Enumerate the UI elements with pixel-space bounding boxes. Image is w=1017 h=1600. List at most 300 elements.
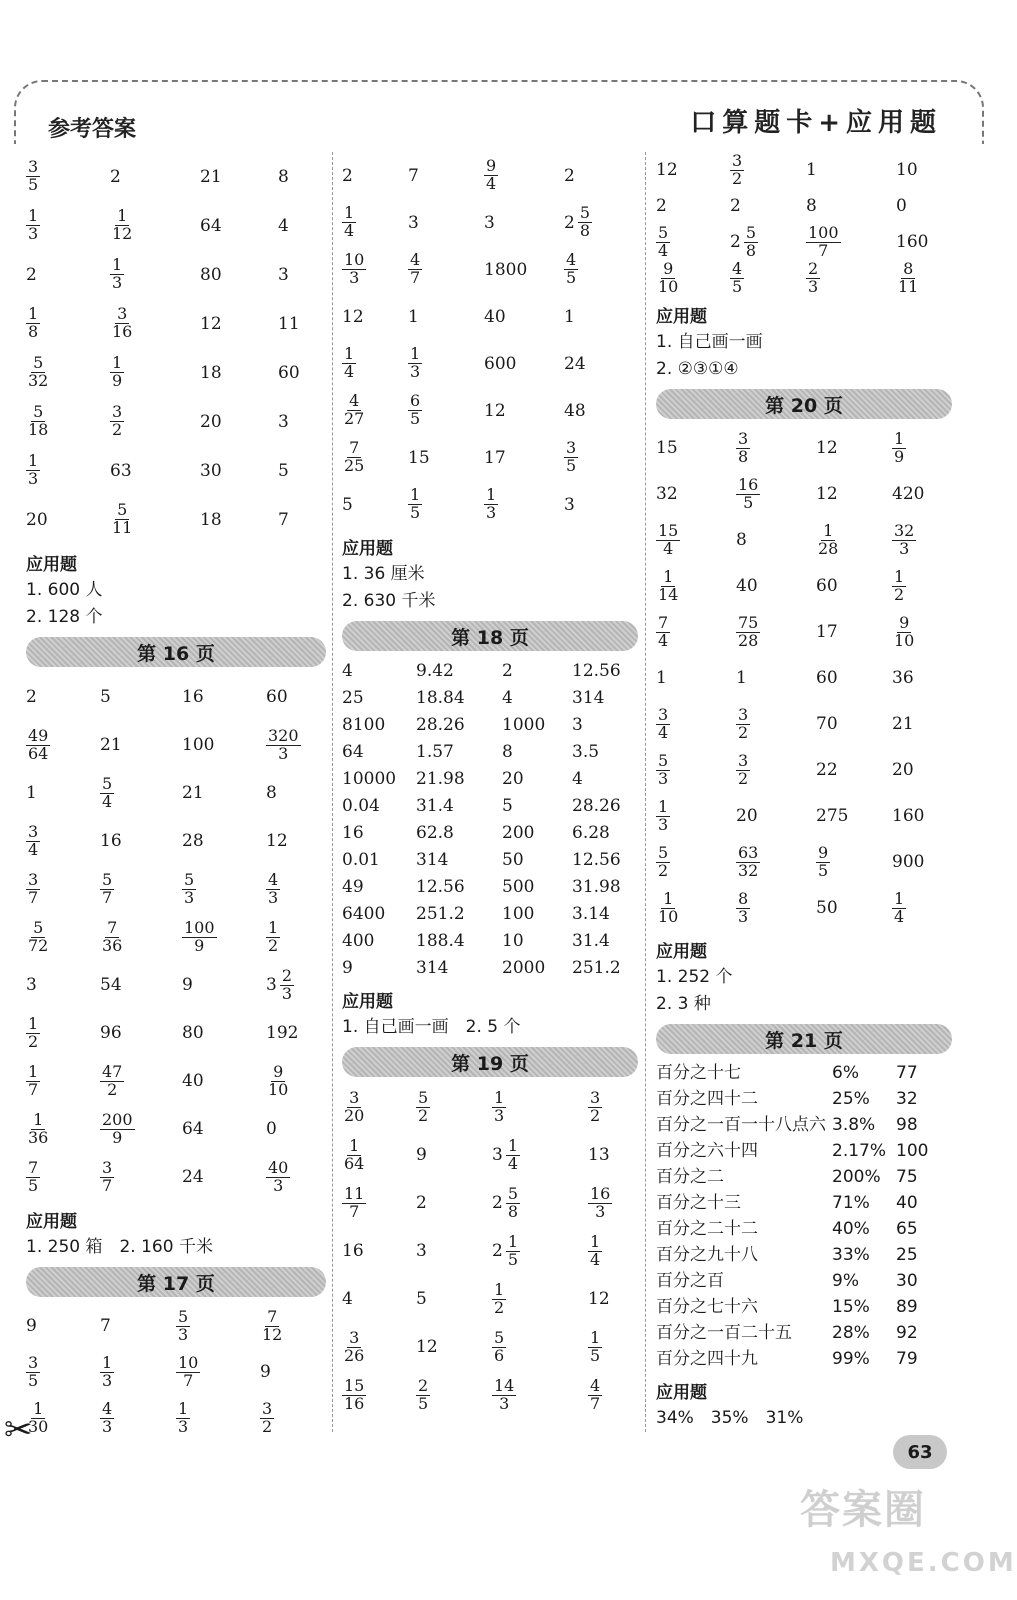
answer-cell: 160 — [892, 806, 925, 826]
answer-cell — [896, 260, 952, 296]
fraction: $\frac{1}{4}$ — [344, 203, 355, 240]
answer-cell: 50 — [816, 898, 838, 918]
fraction: $\frac{1}{4}$ — [344, 344, 355, 381]
answer-cell — [892, 885, 952, 931]
answer-cell: 10 — [896, 160, 918, 180]
percent-cell: 71% — [832, 1193, 870, 1213]
answer-cell — [260, 1303, 326, 1349]
answer-cell: 9 — [416, 1145, 427, 1165]
fraction: $\frac{100}{7}$ — [808, 222, 839, 260]
answer-cell: 13 — [588, 1145, 610, 1165]
answer-cell: 12 — [816, 484, 838, 504]
answer-cell: 2 — [502, 660, 513, 681]
answer-cell: 2 — [342, 165, 353, 186]
answer-cell: 32 — [656, 484, 678, 504]
answer-cell — [408, 387, 484, 434]
answer-cell: 31.98 — [572, 876, 621, 897]
answer-cell — [100, 1153, 182, 1201]
fraction: $\frac{1}{2}$ — [494, 1279, 505, 1317]
answer-cell: 3.14 — [572, 903, 610, 924]
fraction: $\frac{3}{2}$ — [738, 704, 749, 742]
page-banner-17: 第 17 页 — [26, 1267, 326, 1297]
answer-grid — [26, 1303, 326, 1441]
fraction: $\frac{4}{7}$ — [410, 250, 421, 287]
answer-cell: 7 — [408, 165, 419, 186]
answer-cell — [656, 609, 736, 655]
fraction: $\frac{2}{3}$ — [808, 258, 819, 296]
fraction: $\frac{1}{7}$ — [28, 1061, 39, 1099]
header-title-book: 口算题卡+应用题 — [690, 108, 942, 138]
fraction: $\frac{1}{3}$ — [494, 1087, 505, 1125]
answer-cell: 8 — [278, 166, 289, 187]
answer-grid — [656, 152, 952, 296]
answer-cell — [656, 839, 736, 885]
answer-cell — [26, 201, 110, 250]
answer-cell — [26, 1395, 100, 1441]
percent-cell: 65 — [896, 1219, 918, 1239]
answer-item: 2. 630 千米 — [342, 591, 436, 611]
fraction: $\frac{14}{3}$ — [494, 1375, 515, 1413]
fraction: $\frac{3}{5}$ — [28, 1352, 39, 1390]
answer-cell: 12 — [342, 306, 364, 327]
answer-cell — [736, 609, 816, 655]
fraction: $\frac{1}{28}$ — [818, 520, 839, 558]
answer-cell — [26, 865, 100, 913]
answer-cell — [892, 609, 952, 655]
fraction: $\frac{5}{32}$ — [28, 353, 49, 390]
watermark-url: MXQE.COM — [830, 1548, 1017, 1578]
answer-cell: 3 — [416, 1241, 427, 1261]
fraction: $\frac{1}{14}$ — [658, 566, 679, 604]
answer-cell: 314 — [416, 849, 449, 870]
answer-cell: 9.42 — [416, 660, 454, 681]
answer-cell: 2 — [26, 264, 37, 285]
answer-cell — [26, 913, 100, 961]
answer-cell: 1 — [26, 783, 37, 803]
answer-cell: 3 — [278, 264, 289, 285]
answer-cell: 21 — [200, 166, 222, 187]
percent-cell: 40 — [896, 1193, 918, 1213]
percent-cell: 3.8% — [832, 1115, 876, 1135]
answer-cell — [656, 747, 736, 793]
percent-cell: 百分之十三 — [656, 1193, 741, 1213]
answer-cell: 24 — [564, 353, 586, 374]
fraction: $\frac{3}{26}$ — [344, 1327, 365, 1365]
answer-cell — [176, 1349, 260, 1395]
answer-cell — [588, 1323, 638, 1371]
answer-cell — [182, 913, 266, 961]
answer-cell — [100, 1349, 176, 1395]
answer-cell — [342, 246, 408, 293]
fraction: $\frac{32}{3}$ — [894, 520, 915, 558]
answer-cell — [408, 246, 484, 293]
answer-item: 1. 自己画一画 — [656, 332, 763, 352]
fraction: $\frac{3}{2}$ — [262, 1398, 273, 1436]
answer-cell: 7 — [100, 1316, 111, 1336]
answer-cell — [100, 865, 182, 913]
answer-cell: 2 $\frac{5}{8}$ — [492, 1183, 519, 1221]
answer-cell: 5 — [342, 494, 353, 515]
answer-cell — [100, 913, 182, 961]
answer-cell — [736, 701, 816, 747]
percent-cell: 百分之一百二十五 — [656, 1323, 792, 1343]
answer-cell: 2 — [110, 166, 121, 187]
answer-cell: 1 — [408, 306, 419, 327]
answer-cell — [892, 563, 952, 609]
fraction: $\frac{200}{9}$ — [102, 1109, 133, 1147]
answer-cell — [266, 865, 326, 913]
answer-cell: 31.4 — [416, 795, 454, 816]
answer-cell: 0 — [266, 1119, 277, 1139]
answer-cell — [26, 817, 100, 865]
answer-cell: 70 — [816, 714, 838, 734]
answer-cell: 80 — [182, 1023, 204, 1043]
fraction: $\frac{1}{3}$ — [486, 485, 497, 522]
answer-cell: 60 — [816, 668, 838, 688]
fraction: $\frac{5}{3}$ — [658, 750, 669, 788]
answer-cell — [736, 425, 816, 471]
answer-cell: 5 — [416, 1289, 427, 1309]
percent-cell: 25% — [832, 1089, 870, 1109]
percent-cell: 98 — [896, 1115, 918, 1135]
answer-cell: 100 — [182, 735, 215, 755]
answer-cell: 54 — [100, 975, 122, 995]
section-title: 应用题 — [342, 992, 393, 1012]
answer-cell: 200 — [502, 822, 535, 843]
fraction: $\frac{5}{3}$ — [184, 869, 195, 907]
watermark-logo: 答案圈 — [800, 1487, 926, 1533]
fraction: $\frac{3}{2}$ — [590, 1087, 601, 1125]
percent-cell: 40% — [832, 1219, 870, 1239]
fraction: $\frac{7}{5}$ — [28, 1157, 39, 1195]
answer-item: 1. 自己画一画 2. 5 个 — [342, 1017, 521, 1037]
answer-cell — [484, 481, 564, 528]
answer-cell — [26, 721, 100, 769]
answer-cell — [342, 1131, 416, 1179]
answer-cell — [408, 340, 484, 387]
answer-cell — [260, 1395, 326, 1441]
percent-cell: 77 — [896, 1063, 918, 1083]
answer-item: 1. 252 个 — [656, 967, 733, 987]
percent-cell: 15% — [832, 1297, 870, 1317]
answer-cell: 0 — [896, 196, 907, 216]
answer-cell — [26, 348, 110, 397]
percent-cell: 百分之九十八 — [656, 1245, 758, 1265]
answer-cell — [416, 1083, 492, 1131]
fraction: $\frac{5}{8}$ — [507, 1183, 519, 1221]
fraction: $\frac{5}{8}$ — [579, 203, 591, 240]
answer-cell — [736, 839, 816, 885]
answer-cell: 12.56 — [416, 876, 465, 897]
section-title: 应用题 — [342, 539, 393, 559]
answer-cell — [26, 1349, 100, 1395]
percent-cell: 百分之百 — [656, 1271, 724, 1291]
answer-grid — [26, 152, 326, 544]
fraction: $\frac{5}{8}$ — [745, 222, 757, 260]
answer-item: 1. 36 厘米 — [342, 564, 425, 584]
answer-cell: 0.04 — [342, 795, 380, 816]
answer-cell: 400 — [342, 930, 375, 951]
fraction: $\frac{1}{12}$ — [112, 206, 133, 243]
answer-cell: 20 — [736, 806, 758, 826]
fraction: $\frac{1}{2}$ — [894, 566, 905, 604]
answer-cell: 12.56 — [572, 849, 621, 870]
answer-cell — [492, 1323, 588, 1371]
fraction: $\frac{9}{4}$ — [486, 156, 497, 193]
answer-cell: 2 — [416, 1193, 427, 1213]
answer-cell: 8 — [502, 741, 513, 762]
answer-cell: 30 — [200, 460, 222, 481]
answer-cell — [182, 865, 266, 913]
fraction: $\frac{75}{28}$ — [738, 612, 759, 650]
header-title-answers: 参考答案 — [48, 117, 137, 142]
percent-cell: 百分之二十二 — [656, 1219, 758, 1239]
page-banner-16: 第 16 页 — [26, 637, 326, 667]
percent-cell: 2.17% — [832, 1141, 887, 1161]
percent-cell: 百分之十七 — [656, 1063, 741, 1083]
answer-cell: 2000 — [502, 957, 546, 978]
fraction: $\frac{4}{3}$ — [268, 869, 279, 907]
fraction: $\frac{1}{4}$ — [894, 888, 905, 926]
section-title: 应用题 — [26, 555, 77, 575]
answer-cell: 5 — [100, 687, 111, 707]
answer-cell — [656, 793, 736, 839]
answer-cell: 20 — [26, 509, 48, 530]
fraction: $\frac{1}{5}$ — [410, 485, 421, 522]
answer-cell: 314 — [416, 957, 449, 978]
fraction: $\frac{1}{2}$ — [28, 1013, 39, 1051]
fraction: $\frac{5}{4}$ — [658, 222, 669, 260]
percent-cell: 百分之四十九 — [656, 1349, 758, 1369]
answer-cell — [736, 747, 816, 793]
answer-cell: 12 — [588, 1289, 610, 1309]
fraction: $\frac{9}{10}$ — [268, 1061, 289, 1099]
answer-cell: 63 — [110, 460, 132, 481]
answer-cell: 3 — [572, 714, 583, 735]
fraction: $\frac{1}{3}$ — [410, 344, 421, 381]
answer-cell: 80 — [200, 264, 222, 285]
answer-cell — [110, 299, 200, 348]
answer-cell — [110, 348, 200, 397]
percent-cell: 6% — [832, 1063, 859, 1083]
answer-cell — [266, 1153, 326, 1201]
answer-cell: 9 — [342, 957, 353, 978]
fraction: $\frac{1}{8}$ — [28, 304, 39, 341]
fraction: $\frac{1}{4}$ — [590, 1231, 601, 1269]
answer-cell: 31.4 — [572, 930, 610, 951]
column-1 — [26, 152, 326, 1441]
fraction: $\frac{9}{5}$ — [818, 842, 829, 880]
answer-cell — [806, 260, 896, 296]
answer-cell: 17 — [484, 447, 506, 468]
answer-cell — [100, 1057, 182, 1105]
answer-cell: 2 $\frac{5}{8}$ — [730, 222, 757, 260]
answer-cell — [342, 1083, 416, 1131]
answer-cell — [408, 481, 484, 528]
answer-grid — [342, 152, 638, 528]
answer-cell — [110, 201, 200, 250]
fraction: $\frac{320}{3}$ — [268, 725, 299, 763]
answer-cell: 10 — [502, 930, 524, 951]
answer-cell: 12 — [484, 400, 506, 421]
answer-cell — [892, 517, 952, 563]
fraction: $\frac{63}{32}$ — [738, 842, 759, 880]
answer-cell: 18 — [200, 509, 222, 530]
answer-cell: 1 — [564, 306, 575, 327]
answer-cell: 1000 — [502, 714, 546, 735]
answer-cell: 48 — [564, 400, 586, 421]
answer-cell: 22 — [816, 760, 838, 780]
fraction: $\frac{1}{10}$ — [658, 888, 679, 926]
answer-cell: 160 — [896, 232, 929, 252]
answer-cell — [26, 1153, 100, 1201]
answer-cell: 3 $\frac{2}{3}$ — [266, 965, 293, 1003]
answer-cell — [656, 517, 736, 563]
answer-cell — [588, 1371, 638, 1419]
percent-cell: 百分之六十四 — [656, 1141, 758, 1161]
answer-cell: 12.56 — [572, 660, 621, 681]
fraction: $\frac{4}{7}$ — [590, 1375, 601, 1413]
percent-cell: 9% — [832, 1271, 859, 1291]
answer-cell — [176, 1395, 260, 1441]
scissors-icon: ✂ — [4, 1410, 33, 1450]
answer-cell — [26, 446, 110, 495]
answer-cell: 2 — [26, 687, 37, 707]
answer-cell: 28 — [182, 831, 204, 851]
fraction: $\frac{3}{7}$ — [102, 1157, 113, 1195]
percent-cell: 99% — [832, 1349, 870, 1369]
answer-cell: 25 — [342, 687, 364, 708]
column-divider — [645, 152, 646, 1432]
answer-cell: 3 — [26, 975, 37, 995]
answer-cell — [564, 246, 638, 293]
answer-cell — [342, 1323, 416, 1371]
answer-cell: 12 — [266, 831, 288, 851]
answer-cell: 1.57 — [416, 741, 454, 762]
fraction: $\frac{3}{16}$ — [112, 304, 133, 341]
answer-cell: 12 — [816, 438, 838, 458]
answer-cell: 7 — [278, 509, 289, 530]
answer-cell: 0.01 — [342, 849, 380, 870]
answer-cell: 17 — [816, 622, 838, 642]
percent-cell: 百分之二 — [656, 1167, 724, 1187]
answer-cell — [816, 839, 892, 885]
fraction: $\frac{5}{3}$ — [178, 1306, 189, 1344]
answer-cell: 16 — [342, 1241, 364, 1261]
answer-cell: 10000 — [342, 768, 397, 789]
section-title: 应用题 — [656, 942, 707, 962]
section-title: 应用题 — [26, 1212, 77, 1232]
answer-cell — [492, 1083, 588, 1131]
fraction: $\frac{3}{2}$ — [732, 150, 743, 188]
fraction: $\frac{5}{6}$ — [494, 1327, 505, 1365]
fraction: $\frac{3}{5}$ — [28, 157, 39, 194]
answer-cell: 4 — [572, 768, 583, 789]
percent-cell: 200% — [832, 1167, 881, 1187]
answer-cell: 60 — [278, 362, 300, 383]
page-number: 63 — [893, 1435, 947, 1469]
percent-cell: 32 — [896, 1089, 918, 1109]
answer-cell: 4 — [342, 1289, 353, 1309]
column-3 — [656, 152, 952, 1432]
answer-cell: 12 — [416, 1337, 438, 1357]
percent-cell: 百分之四十二 — [656, 1089, 758, 1109]
answer-cell: 21.98 — [416, 768, 465, 789]
answer-cell: 36 — [892, 668, 914, 688]
answer-cell: 2 — [730, 196, 741, 216]
answer-cell — [806, 224, 896, 260]
answer-cell: 2 $\frac{5}{8}$ — [564, 203, 591, 240]
fraction: $\frac{7}{25}$ — [344, 438, 365, 475]
answer-cell: 251.2 — [572, 957, 621, 978]
answer-cell: 5 — [502, 795, 513, 816]
fraction: $\frac{15}{4}$ — [658, 520, 679, 558]
percent-cell: 百分之七十六 — [656, 1297, 758, 1317]
answer-cell — [26, 1057, 100, 1105]
fraction: $\frac{7}{36}$ — [102, 917, 123, 955]
answer-cell — [484, 152, 564, 199]
answer-cell: 192 — [266, 1023, 299, 1043]
answer-cell — [110, 397, 200, 446]
answer-cell: 9 — [260, 1362, 271, 1382]
fraction: $\frac{6}{5}$ — [410, 391, 421, 428]
answer-cell — [342, 1179, 416, 1227]
answer-cell — [736, 471, 816, 517]
answer-cell: 64 — [182, 1119, 204, 1139]
answer-cell: 500 — [502, 876, 535, 897]
answer-cell: 5 — [278, 460, 289, 481]
answer-cell: 24 — [182, 1167, 204, 1187]
answer-cell: 900 — [892, 852, 925, 872]
answer-cell: 18 — [200, 362, 222, 383]
answer-cell — [564, 434, 638, 481]
answer-cell: 3 — [278, 411, 289, 432]
answer-cell — [730, 260, 806, 296]
answer-cell — [656, 701, 736, 747]
column-divider — [332, 152, 333, 1432]
answer-cell — [176, 1303, 260, 1349]
answer-cell: 8100 — [342, 714, 386, 735]
answer-cell — [588, 1083, 638, 1131]
answer-cell — [266, 721, 326, 769]
fraction: $\frac{5}{2}$ — [658, 842, 669, 880]
fraction: $\frac{4}{27}$ — [344, 391, 365, 428]
answer-cell: 16 — [100, 831, 122, 851]
answer-cell: 15 — [408, 447, 430, 468]
answer-cell: 9 — [26, 1316, 37, 1336]
answer-cell — [656, 885, 736, 931]
fraction: $\frac{8}{11}$ — [898, 258, 919, 296]
answer-cell — [100, 769, 182, 817]
answer-cell: 18.84 — [416, 687, 465, 708]
answer-grid — [26, 673, 326, 1201]
answer-grid — [656, 425, 952, 931]
answer-cell — [656, 260, 730, 296]
answer-cell: 3 — [484, 212, 495, 233]
fraction: $\frac{1}{3}$ — [658, 796, 669, 834]
answer-cell: 1 — [806, 160, 817, 180]
answer-cell — [26, 1105, 100, 1153]
answer-cell — [730, 152, 806, 188]
fraction: $\frac{9}{10}$ — [658, 258, 679, 296]
answer-cell — [342, 1371, 416, 1419]
percent-cell: 100 — [896, 1141, 929, 1161]
answer-cell: 28.26 — [572, 795, 621, 816]
fraction: $\frac{40}{3}$ — [268, 1157, 289, 1195]
answer-cell: 1800 — [484, 259, 528, 280]
fraction: $\frac{2}{5}$ — [418, 1375, 429, 1413]
answer-cell — [656, 563, 736, 609]
